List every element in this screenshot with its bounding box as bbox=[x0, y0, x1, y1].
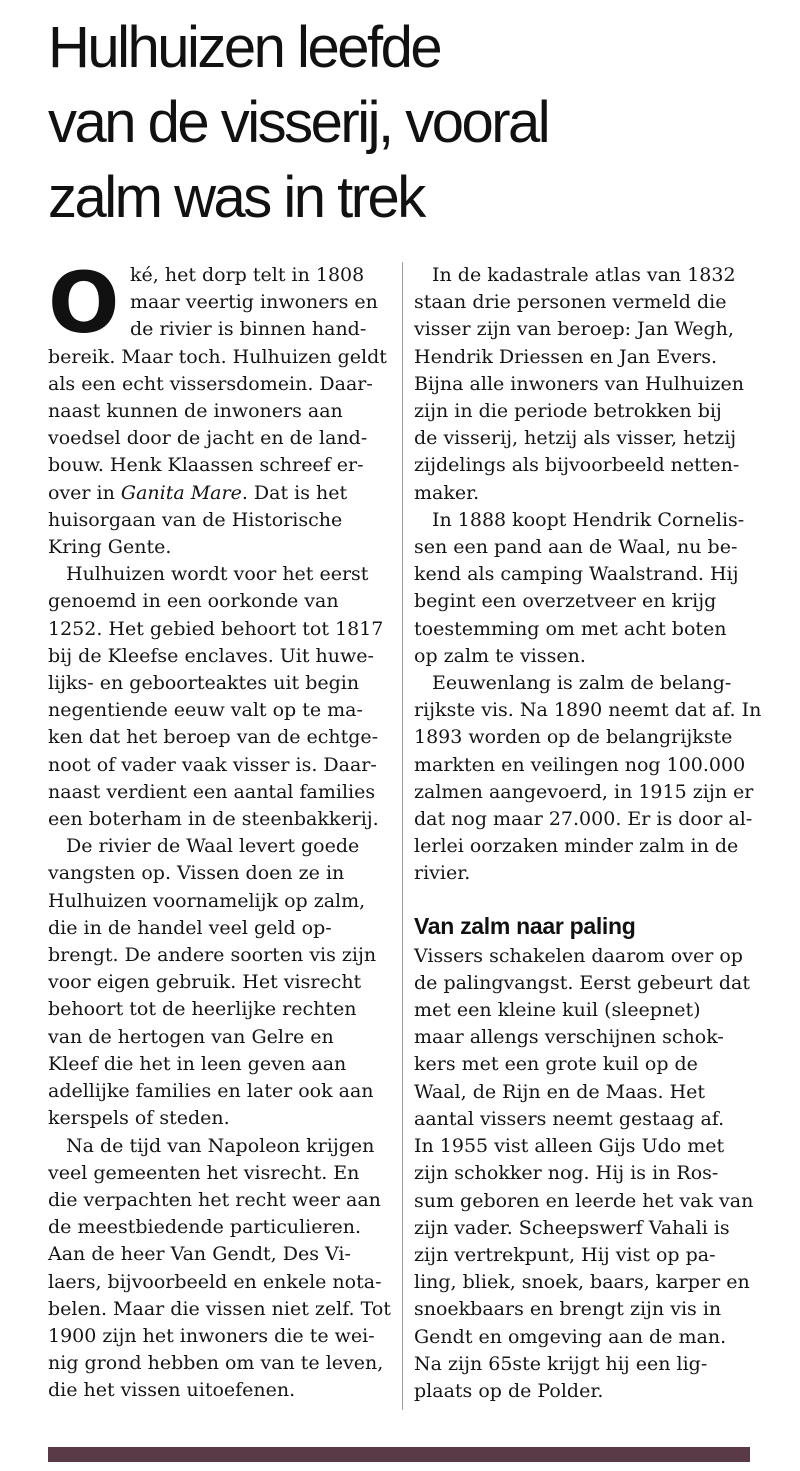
text-line: de rivier is binnen hand- bbox=[130, 318, 367, 341]
drop-cap: O bbox=[48, 254, 120, 352]
text-line: aantal vissers neemt gestaag af. bbox=[414, 1107, 725, 1130]
text-line: De rivier de Waal levert goede bbox=[66, 835, 360, 858]
paragraph bbox=[414, 262, 759, 507]
text-line: de meestbiedende particulieren. bbox=[48, 1216, 362, 1239]
text-line: In 1888 koopt Hendrik Cornelis- bbox=[432, 508, 745, 531]
text-line: genoemd in een oorkonde van bbox=[48, 590, 339, 613]
text-line: markten en veilingen nog 100.000 bbox=[414, 753, 746, 776]
text-line: zijdelings als bijvoorbeeld netten- bbox=[414, 454, 740, 477]
text-line: Kring Gente. bbox=[48, 536, 172, 559]
text-line: brengt. De andere soorten vis zijn bbox=[48, 944, 377, 967]
paragraph bbox=[414, 943, 759, 1405]
text-line: Bijna alle inwoners van Hulhuizen bbox=[414, 372, 744, 395]
text-line: van de hertogen van Gelre en bbox=[48, 1025, 334, 1048]
text-line: Na de tijd van Napoleon krijgen bbox=[66, 1134, 375, 1157]
text-line: de visserij, hetzij als visser, hetzij bbox=[414, 427, 737, 450]
magazine-title: Ganita Mare bbox=[120, 481, 242, 504]
text-line: Aan de heer Van Gendt, Des Vi- bbox=[48, 1243, 351, 1266]
paragraph bbox=[48, 561, 390, 833]
text-line: Vissers schakelen daarom over op bbox=[414, 944, 743, 967]
text-line: vangsten op. Vissen doen ze in bbox=[48, 862, 345, 885]
text-line: die in de handel veel geld op- bbox=[48, 916, 332, 939]
text-line: zijn schokker nog. Hij is in Ros- bbox=[414, 1162, 719, 1185]
text-line: voedsel door de jacht en de land- bbox=[48, 427, 368, 450]
text-fragment: . Dat is het bbox=[241, 481, 348, 504]
paragraph bbox=[414, 507, 759, 670]
text-line: een boterham in de steenbakkerij. bbox=[48, 808, 379, 831]
column-divider bbox=[402, 262, 403, 1410]
text-line: bij de Kleefse enclaves. Uit huwe- bbox=[48, 644, 374, 667]
text-line: lijks- en geboorteaktes uit begin bbox=[48, 672, 360, 695]
text-line: maker. bbox=[414, 481, 480, 504]
text-fragment: over in bbox=[48, 481, 121, 504]
text-line: naast kunnen de inwoners aan bbox=[48, 400, 343, 423]
text-line: Kleef die het in leen geven aan bbox=[48, 1052, 347, 1075]
text-line: noot of vader vaak visser is. Daar- bbox=[48, 753, 377, 776]
text-line: bouw. Henk Klaassen schreef er- bbox=[48, 454, 364, 477]
text-line: 1252. Het gebied behoort tot 1817 bbox=[48, 617, 384, 640]
text-line: Hulhuizen wordt voor het eerst bbox=[66, 563, 369, 586]
text-line: Hulhuizen voornamelijk op zalm, bbox=[48, 889, 366, 912]
text-line: de palingvangst. Eerst gebeurt dat bbox=[414, 971, 750, 994]
text-line: met een kleine kuil (sleepnet) bbox=[414, 999, 701, 1022]
text-line: kend als camping Waalstrand. Hij bbox=[414, 563, 739, 586]
text-line: als een echt vissersdomein. Daar- bbox=[48, 372, 373, 395]
text-line: voor eigen gebruik. Het visrecht bbox=[48, 971, 362, 994]
text-line: negentiende eeuw valt op te ma- bbox=[48, 699, 363, 722]
text-line: sum geboren en leerde het vak van bbox=[414, 1189, 754, 1212]
text-line: op zalm te vissen. bbox=[414, 644, 586, 667]
text-line bbox=[48, 480, 390, 507]
text-line: plaats op de Polder. bbox=[414, 1379, 604, 1402]
headline-line: zalm was in trek bbox=[48, 165, 424, 230]
text-line: 1900 zijn het inwoners die te wei- bbox=[48, 1324, 375, 1347]
left-column bbox=[48, 254, 391, 1405]
text-line: staan drie personen vermeld die bbox=[414, 291, 727, 314]
text-line: Waal, de Rijn en de Maas. Het bbox=[414, 1080, 706, 1103]
text-line: sen een pand aan de Waal, nu be- bbox=[414, 536, 738, 559]
text-line: die verpachten het recht weer aan bbox=[48, 1188, 381, 1211]
text-line: 1893 worden op de belangrijkste bbox=[414, 726, 733, 749]
text-line: Eeuwenlang is zalm de belang- bbox=[432, 672, 732, 695]
text-line: In de kadastrale atlas van 1832 bbox=[432, 264, 736, 286]
text-line: bereik. Maar toch. Hulhuizen geldt bbox=[48, 345, 387, 368]
paragraph bbox=[414, 670, 762, 888]
right-column bbox=[414, 262, 762, 1405]
text-line: zijn vader. Scheepswerf Vahali is bbox=[414, 1216, 730, 1239]
headline-line: van de visserij, vooral bbox=[48, 90, 549, 155]
text-line: behoort tot de heerlijke rechten bbox=[48, 998, 357, 1021]
text-line: toestemming om met acht boten bbox=[414, 617, 727, 640]
text-line: kers met een grote kuil op de bbox=[414, 1053, 698, 1076]
text-line: huisorgaan van de Historische bbox=[48, 508, 343, 531]
text-line: maar allengs verschijnen schok- bbox=[414, 1026, 724, 1049]
text-line: Gendt en omgeving aan de man. bbox=[414, 1325, 727, 1348]
text-line: laers, bijvoorbeeld en enkele nota- bbox=[48, 1270, 382, 1293]
text-line: lerlei oorzaken minder zalm in de bbox=[414, 835, 739, 858]
text-line: begint een overzetveer en krijg bbox=[414, 590, 717, 613]
text-line: rijkste vis. Na 1890 neemt dat af. In bbox=[414, 699, 762, 722]
text-line: kerspels of steden. bbox=[48, 1107, 230, 1130]
text-line: nig grond hebben om van te leven, bbox=[48, 1352, 384, 1375]
text-line: Na zijn 65ste krijgt hij een lig- bbox=[414, 1352, 708, 1375]
headline-line: Hulhuizen leefde bbox=[48, 15, 441, 80]
text-line: naast verdient een aantal families bbox=[48, 780, 376, 803]
bottom-color-bar bbox=[48, 1447, 750, 1462]
text-line: veel gemeenten het visrecht. En bbox=[48, 1161, 360, 1184]
text-line: Hendrik Driessen en Jan Evers. bbox=[414, 345, 718, 368]
text-line: adellijke families en later ook aan bbox=[48, 1080, 374, 1103]
text-line: zijn vertrekpunt, Hij vist op pa- bbox=[414, 1243, 716, 1266]
text-line: belen. Maar die vissen niet zelf. Tot bbox=[48, 1297, 391, 1320]
text-line: maar veertig inwoners en bbox=[130, 291, 378, 314]
text-line: ling, bliek, snoek, baars, karper en bbox=[414, 1271, 750, 1294]
article-headline bbox=[48, 10, 768, 235]
text-line: dat nog maar 27.000. Er is door al- bbox=[414, 808, 753, 831]
text-line: die het vissen uitoefenen. bbox=[48, 1379, 296, 1402]
paragraph bbox=[48, 833, 390, 1132]
text-line: zijn in die periode betrokken bij bbox=[414, 400, 722, 423]
section-subheading: Van zalm naar paling bbox=[414, 912, 636, 939]
text-line: ken dat het beroep van de echtge- bbox=[48, 726, 379, 749]
text-line: ké, het dorp telt in 1808 bbox=[130, 264, 365, 286]
text-line: rivier. bbox=[414, 862, 471, 885]
text-line: In 1955 vist alleen Gijs Udo met bbox=[414, 1135, 725, 1158]
text-line: zalmen aangevoerd, in 1915 zijn er bbox=[414, 780, 754, 803]
text-line: visser zijn van beroep: Jan Wegh, bbox=[414, 318, 734, 341]
intro-paragraph bbox=[48, 254, 390, 561]
text-line: snoekbaars en brengt zijn vis in bbox=[414, 1298, 722, 1321]
paragraph bbox=[48, 1133, 390, 1405]
